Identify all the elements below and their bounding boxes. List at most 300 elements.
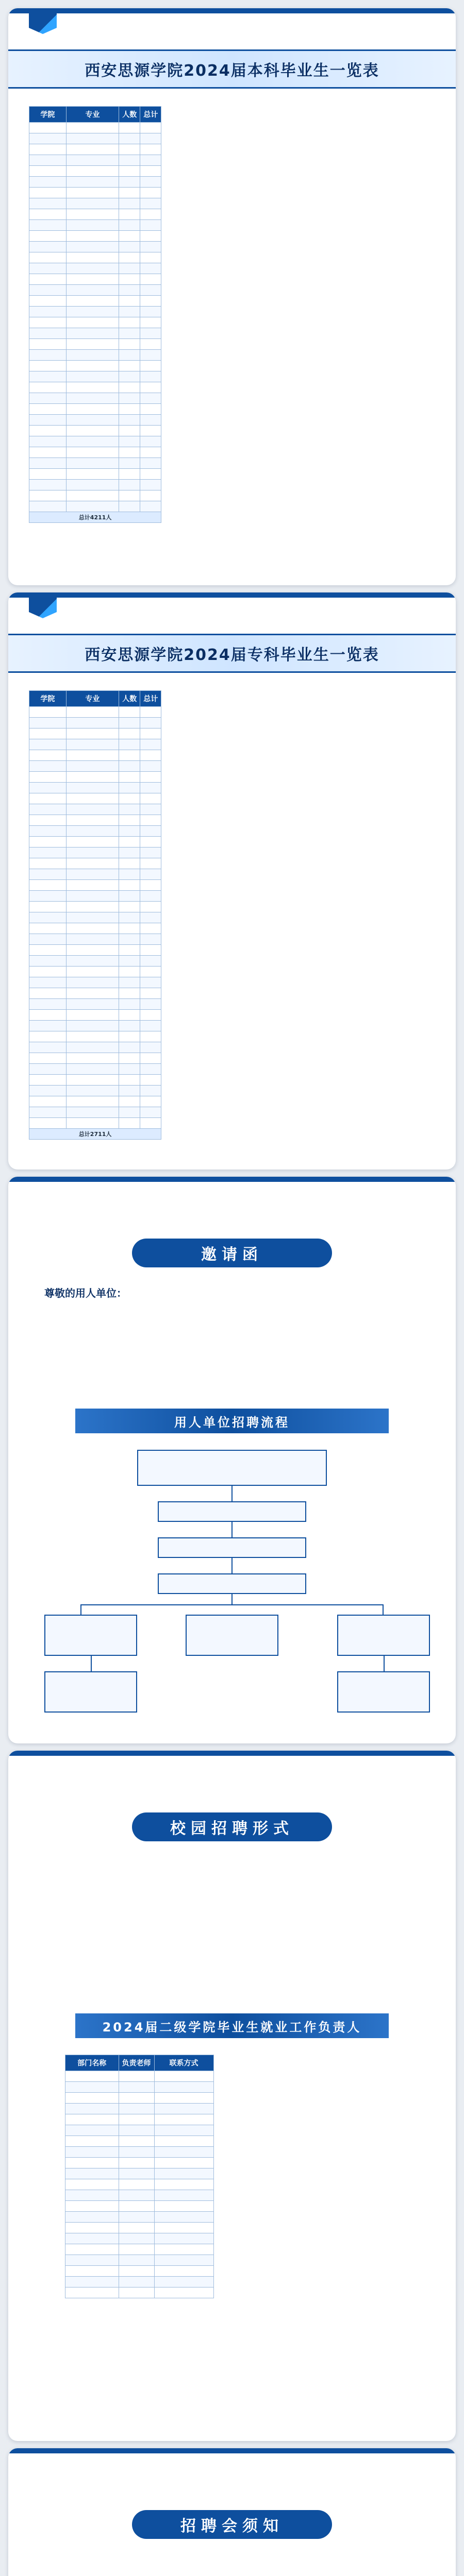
table-row bbox=[29, 296, 161, 307]
table-cell-count bbox=[119, 1053, 140, 1064]
table-cell-dept bbox=[65, 2266, 119, 2277]
table-cell-count bbox=[119, 307, 140, 317]
table-cell-total bbox=[140, 707, 161, 718]
table-cell-total bbox=[140, 155, 161, 166]
table-cell-major bbox=[66, 307, 119, 317]
table-row bbox=[29, 923, 161, 934]
table-cell-total bbox=[140, 772, 161, 783]
table-cell-total bbox=[140, 177, 161, 188]
flow-step-1 bbox=[137, 1450, 327, 1486]
table-cell-dept bbox=[65, 2255, 119, 2266]
table-cell-total bbox=[140, 1021, 161, 1031]
table-cell-major bbox=[66, 1096, 119, 1107]
table-row bbox=[29, 728, 161, 739]
table-cell-school bbox=[29, 274, 67, 285]
table-cell-major bbox=[66, 891, 119, 902]
table-cell-total bbox=[140, 923, 161, 934]
table-row bbox=[29, 166, 161, 177]
page-notice bbox=[8, 2448, 456, 2576]
table-row bbox=[29, 252, 161, 263]
table-cell-major bbox=[66, 761, 119, 772]
table-row bbox=[29, 469, 161, 480]
table-cell-school bbox=[29, 967, 67, 977]
table-cell-total bbox=[140, 415, 161, 426]
flow-connector bbox=[383, 1604, 384, 1615]
table-cell-total bbox=[140, 296, 161, 307]
table-cell-total bbox=[140, 1010, 161, 1021]
table-cell-name bbox=[119, 2082, 154, 2093]
table-cell-total bbox=[140, 750, 161, 761]
table-cell-total bbox=[140, 426, 161, 436]
table-cell-major bbox=[66, 188, 119, 198]
table-cell-count bbox=[119, 188, 140, 198]
table-cell-total bbox=[140, 848, 161, 858]
table-cell-school bbox=[29, 166, 67, 177]
table-cell-count bbox=[119, 772, 140, 783]
table-cell-name bbox=[119, 2244, 154, 2255]
table-cell-school bbox=[29, 815, 67, 826]
table-row bbox=[29, 263, 161, 274]
table-row bbox=[29, 988, 161, 999]
flow-step-8 bbox=[44, 1671, 137, 1713]
table-cell-major bbox=[66, 988, 119, 999]
corner-ribbon bbox=[29, 598, 57, 618]
page-undergrad-graduates bbox=[8, 8, 456, 585]
table-cell-phone bbox=[154, 2104, 213, 2114]
col-teacher: 负责老师 bbox=[119, 2055, 154, 2071]
table-cell-name bbox=[119, 2233, 154, 2244]
contact-table-title: 2024届二级学院毕业生就业工作负责人 bbox=[75, 2013, 389, 2038]
page-title: 西安思源学院2024届本科毕业生一览表 bbox=[85, 62, 379, 80]
table-cell-major bbox=[66, 793, 119, 804]
table-cell-count bbox=[119, 469, 140, 480]
table-cell-count bbox=[119, 1010, 140, 1021]
table-cell-dept bbox=[65, 2136, 119, 2147]
table-cell-count bbox=[119, 361, 140, 371]
table-cell-school bbox=[29, 198, 67, 209]
table-cell-dept bbox=[65, 2233, 119, 2244]
table-cell-school bbox=[29, 1118, 67, 1129]
table-row bbox=[65, 2136, 214, 2147]
table-cell-phone bbox=[154, 2190, 213, 2201]
table-cell-major bbox=[66, 252, 119, 263]
table-row bbox=[29, 198, 161, 209]
flow-step-2 bbox=[158, 1501, 306, 1522]
table-cell-count bbox=[119, 415, 140, 426]
table-cell-major bbox=[66, 826, 119, 837]
table-row bbox=[29, 945, 161, 956]
table-cell-school bbox=[29, 404, 67, 415]
table-cell-total bbox=[140, 490, 161, 501]
table-row bbox=[29, 858, 161, 869]
table-cell-major bbox=[66, 739, 119, 750]
table-row bbox=[29, 133, 161, 144]
flow-step-7 bbox=[337, 1615, 430, 1656]
table-row bbox=[29, 1075, 161, 1086]
table-cell-major bbox=[66, 772, 119, 783]
table-row bbox=[29, 285, 161, 296]
table-cell-count bbox=[119, 166, 140, 177]
table-cell-total bbox=[140, 350, 161, 361]
table-cell-major bbox=[66, 1064, 119, 1075]
table-cell-count bbox=[119, 274, 140, 285]
table-cell-phone bbox=[154, 2244, 213, 2255]
table-cell-school bbox=[29, 923, 67, 934]
table-cell-dept bbox=[65, 2223, 119, 2233]
top-bar bbox=[8, 2448, 456, 2453]
col-major: 专业 bbox=[66, 691, 119, 707]
table-cell-count bbox=[119, 285, 140, 296]
table-cell-major bbox=[66, 436, 119, 447]
table-row bbox=[29, 1118, 161, 1129]
flow-connector bbox=[231, 1558, 233, 1573]
table-row bbox=[29, 761, 161, 772]
table-cell-major bbox=[66, 923, 119, 934]
table-cell-school bbox=[29, 371, 67, 382]
table-cell-phone bbox=[154, 2233, 213, 2244]
table-cell-total bbox=[140, 728, 161, 739]
table-cell-name bbox=[119, 2212, 154, 2223]
table-cell-school bbox=[29, 469, 67, 480]
col-school: 学院 bbox=[29, 691, 67, 707]
table-cell-dept bbox=[65, 2212, 119, 2223]
table-row bbox=[29, 1064, 161, 1075]
table-cell-school bbox=[29, 934, 67, 945]
table-cell-total bbox=[140, 815, 161, 826]
table-cell-major bbox=[66, 447, 119, 458]
table-cell-school bbox=[29, 393, 67, 404]
table-cell-major bbox=[66, 707, 119, 718]
table-cell-major bbox=[66, 361, 119, 371]
table-cell-major bbox=[66, 501, 119, 512]
contact-table-body bbox=[65, 2071, 214, 2298]
table-row bbox=[29, 804, 161, 815]
table-cell-major bbox=[66, 415, 119, 426]
table-cell-school bbox=[29, 490, 67, 501]
table-cell-count bbox=[119, 826, 140, 837]
table-cell-count bbox=[119, 231, 140, 242]
table-cell-school bbox=[29, 1064, 67, 1075]
table-row bbox=[29, 144, 161, 155]
table-cell-count bbox=[119, 793, 140, 804]
table-cell-school bbox=[29, 220, 67, 231]
table-cell-count bbox=[119, 123, 140, 133]
table-cell-major bbox=[66, 480, 119, 490]
page-recruit-forms bbox=[8, 1751, 456, 2441]
col-phone: 联系方式 bbox=[154, 2055, 213, 2071]
table-cell-count bbox=[119, 404, 140, 415]
table-cell-count bbox=[119, 339, 140, 350]
table-row bbox=[29, 718, 161, 728]
top-bar bbox=[8, 592, 456, 598]
table-cell-count bbox=[119, 155, 140, 166]
table-cell-phone bbox=[154, 2147, 213, 2158]
table-cell-count bbox=[119, 480, 140, 490]
table-row bbox=[65, 2190, 214, 2201]
table-row bbox=[29, 123, 161, 133]
table-cell-count bbox=[119, 739, 140, 750]
table-cell-school bbox=[29, 880, 67, 891]
table-cell-major bbox=[66, 133, 119, 144]
table-cell-total bbox=[140, 804, 161, 815]
table-cell-school bbox=[29, 1107, 67, 1118]
table-cell-major bbox=[66, 177, 119, 188]
table-cell-major bbox=[66, 242, 119, 252]
table-cell-major bbox=[66, 458, 119, 469]
table-cell-total bbox=[140, 891, 161, 902]
table-cell-count bbox=[119, 177, 140, 188]
table-cell-total bbox=[140, 252, 161, 263]
table-cell-major bbox=[66, 371, 119, 382]
table-cell-name bbox=[119, 2147, 154, 2158]
table-cell-total bbox=[140, 934, 161, 945]
table-cell-dept bbox=[65, 2168, 119, 2179]
table-cell-school bbox=[29, 772, 67, 783]
table-row bbox=[29, 1010, 161, 1021]
table-cell-school bbox=[29, 804, 67, 815]
table-row bbox=[29, 404, 161, 415]
table-cell-major bbox=[66, 858, 119, 869]
table-row bbox=[29, 793, 161, 804]
college-table-body bbox=[29, 707, 161, 1140]
table-cell-dept bbox=[65, 2093, 119, 2104]
table-cell-dept bbox=[65, 2158, 119, 2168]
table-row bbox=[29, 274, 161, 285]
table-cell-school bbox=[29, 263, 67, 274]
table-cell-major bbox=[66, 728, 119, 739]
table-cell-school bbox=[29, 837, 67, 848]
table-cell-count bbox=[119, 436, 140, 447]
table-cell-total bbox=[140, 858, 161, 869]
table-cell-total bbox=[140, 783, 161, 793]
greeting: 尊敬的用人单位： bbox=[44, 1287, 127, 1299]
table-row bbox=[29, 772, 161, 783]
table-cell-school bbox=[29, 501, 67, 512]
table-cell-major bbox=[66, 469, 119, 480]
table-cell-count bbox=[119, 967, 140, 977]
college-table bbox=[29, 690, 161, 1140]
table-cell-school bbox=[29, 891, 67, 902]
table-cell-major bbox=[66, 166, 119, 177]
table-row bbox=[29, 307, 161, 317]
table-cell-major bbox=[66, 815, 119, 826]
table-cell-count bbox=[119, 1064, 140, 1075]
table-cell-major bbox=[66, 945, 119, 956]
col-dept: 部门名称 bbox=[65, 2055, 119, 2071]
table-cell-count bbox=[119, 1086, 140, 1096]
table-cell-major bbox=[66, 1118, 119, 1129]
table-cell-school bbox=[29, 858, 67, 869]
table-row bbox=[65, 2244, 214, 2255]
col-total: 总计 bbox=[140, 107, 161, 123]
table-cell-dept bbox=[65, 2277, 119, 2287]
table-row bbox=[29, 967, 161, 977]
table-cell-total bbox=[140, 188, 161, 198]
table-cell-major bbox=[66, 934, 119, 945]
flow-connector bbox=[80, 1604, 384, 1605]
table-cell-phone bbox=[154, 2114, 213, 2125]
table-cell-school bbox=[29, 728, 67, 739]
table-cell-name bbox=[119, 2125, 154, 2136]
table-row bbox=[29, 317, 161, 328]
table-cell-major bbox=[66, 155, 119, 166]
table-cell-school bbox=[29, 783, 67, 793]
table-cell-name bbox=[119, 2201, 154, 2212]
table-cell-count bbox=[119, 209, 140, 220]
table-cell-school bbox=[29, 339, 67, 350]
table-row bbox=[29, 209, 161, 220]
table-cell-major bbox=[66, 718, 119, 728]
table-cell-major bbox=[66, 1086, 119, 1096]
table-cell-school bbox=[29, 382, 67, 393]
table-cell-school bbox=[29, 707, 67, 718]
table-row bbox=[29, 977, 161, 988]
table-cell-major bbox=[66, 1053, 119, 1064]
table-cell-count bbox=[119, 761, 140, 772]
table-row bbox=[29, 891, 161, 902]
table-cell-major bbox=[66, 902, 119, 912]
table-cell-name bbox=[119, 2255, 154, 2266]
table-row bbox=[29, 501, 161, 512]
table-row bbox=[29, 155, 161, 166]
table-cell-name bbox=[119, 2136, 154, 2147]
table-cell-count bbox=[119, 783, 140, 793]
table-cell-total bbox=[140, 977, 161, 988]
table-cell-total bbox=[140, 144, 161, 155]
table-row bbox=[65, 2201, 214, 2212]
top-bar bbox=[8, 1177, 456, 1182]
table-cell-dept bbox=[65, 2104, 119, 2114]
table-cell-count bbox=[119, 707, 140, 718]
table-cell-total bbox=[140, 274, 161, 285]
table-cell-count bbox=[119, 956, 140, 967]
table-cell-total bbox=[140, 436, 161, 447]
table-cell-phone bbox=[154, 2255, 213, 2266]
table-row bbox=[65, 2071, 214, 2082]
table-cell-school bbox=[29, 415, 67, 426]
table-cell-count bbox=[119, 252, 140, 263]
table-cell-count bbox=[119, 263, 140, 274]
table-cell-total bbox=[140, 404, 161, 415]
table-cell-school bbox=[29, 848, 67, 858]
table-row bbox=[29, 956, 161, 967]
table-cell-school bbox=[29, 1086, 67, 1096]
table-cell-dept bbox=[65, 2201, 119, 2212]
table-cell-total bbox=[140, 242, 161, 252]
table-cell-total bbox=[140, 869, 161, 880]
table-cell-dept bbox=[65, 2244, 119, 2255]
table-cell-school bbox=[29, 750, 67, 761]
table-cell-total bbox=[140, 1053, 161, 1064]
table-cell-phone bbox=[154, 2125, 213, 2136]
table-cell-count bbox=[119, 934, 140, 945]
table-cell-total bbox=[140, 371, 161, 382]
table-total-row bbox=[29, 512, 161, 523]
table-cell-phone bbox=[154, 2071, 213, 2082]
table-cell-major bbox=[66, 209, 119, 220]
table-row bbox=[29, 220, 161, 231]
table-row bbox=[29, 999, 161, 1010]
table-cell-school bbox=[29, 1053, 67, 1064]
table-cell-count bbox=[119, 988, 140, 999]
page-invitation bbox=[8, 1177, 456, 1743]
table-cell-major bbox=[66, 426, 119, 436]
table-cell-count bbox=[119, 447, 140, 458]
table-cell-count bbox=[119, 296, 140, 307]
table-row bbox=[65, 2287, 214, 2298]
flow-step-6 bbox=[186, 1615, 278, 1656]
table-cell-count bbox=[119, 912, 140, 923]
table-row bbox=[29, 1096, 161, 1107]
section-pill-invitation: 邀请函 bbox=[132, 1239, 332, 1267]
table-cell-school bbox=[29, 155, 67, 166]
table-row bbox=[29, 750, 161, 761]
table-cell-count bbox=[119, 371, 140, 382]
table-cell-total bbox=[140, 361, 161, 371]
corner-ribbon bbox=[29, 13, 57, 34]
table-cell-count bbox=[119, 858, 140, 869]
table-cell-major bbox=[66, 1031, 119, 1042]
table-row bbox=[29, 869, 161, 880]
table-cell-school bbox=[29, 350, 67, 361]
table-cell-major bbox=[66, 296, 119, 307]
table-cell-major bbox=[66, 999, 119, 1010]
table-cell-total bbox=[140, 826, 161, 837]
table-cell-count bbox=[119, 144, 140, 155]
table-cell-name bbox=[119, 2158, 154, 2168]
table-cell-school bbox=[29, 307, 67, 317]
table-cell-count bbox=[119, 750, 140, 761]
table-cell-school bbox=[29, 1096, 67, 1107]
table-row bbox=[29, 880, 161, 891]
table-cell-total bbox=[140, 837, 161, 848]
flow-connector bbox=[231, 1594, 233, 1604]
table-cell-count bbox=[119, 1075, 140, 1086]
table-cell-count bbox=[119, 1021, 140, 1031]
table-cell-major bbox=[66, 198, 119, 209]
table-cell-major bbox=[66, 1042, 119, 1053]
table-cell-total bbox=[140, 761, 161, 772]
table-cell-major bbox=[66, 382, 119, 393]
table-row bbox=[65, 2158, 214, 2168]
table-cell-name bbox=[119, 2093, 154, 2104]
table-cell-count bbox=[119, 198, 140, 209]
flow-connector bbox=[80, 1604, 81, 1615]
table-row bbox=[29, 912, 161, 923]
table-cell-total bbox=[140, 1064, 161, 1075]
table-cell-total bbox=[140, 198, 161, 209]
table-cell-total bbox=[140, 739, 161, 750]
table-cell-count bbox=[119, 718, 140, 728]
flow-title: 用人单位招聘流程 bbox=[75, 1409, 389, 1433]
table-cell-school bbox=[29, 793, 67, 804]
table-cell-major bbox=[66, 848, 119, 858]
table-cell-school bbox=[29, 912, 67, 923]
table-cell-total bbox=[140, 1031, 161, 1042]
table-cell-total bbox=[140, 1086, 161, 1096]
table-cell-school bbox=[29, 1010, 67, 1021]
table-cell-major bbox=[66, 1021, 119, 1031]
table-cell-count bbox=[119, 1118, 140, 1129]
table-cell-major bbox=[66, 285, 119, 296]
title-banner bbox=[8, 49, 456, 89]
table-row bbox=[29, 707, 161, 718]
table-cell-school bbox=[29, 285, 67, 296]
table-cell-school bbox=[29, 739, 67, 750]
table-cell-total bbox=[140, 382, 161, 393]
table-cell-count bbox=[119, 490, 140, 501]
table-cell-dept bbox=[65, 2125, 119, 2136]
